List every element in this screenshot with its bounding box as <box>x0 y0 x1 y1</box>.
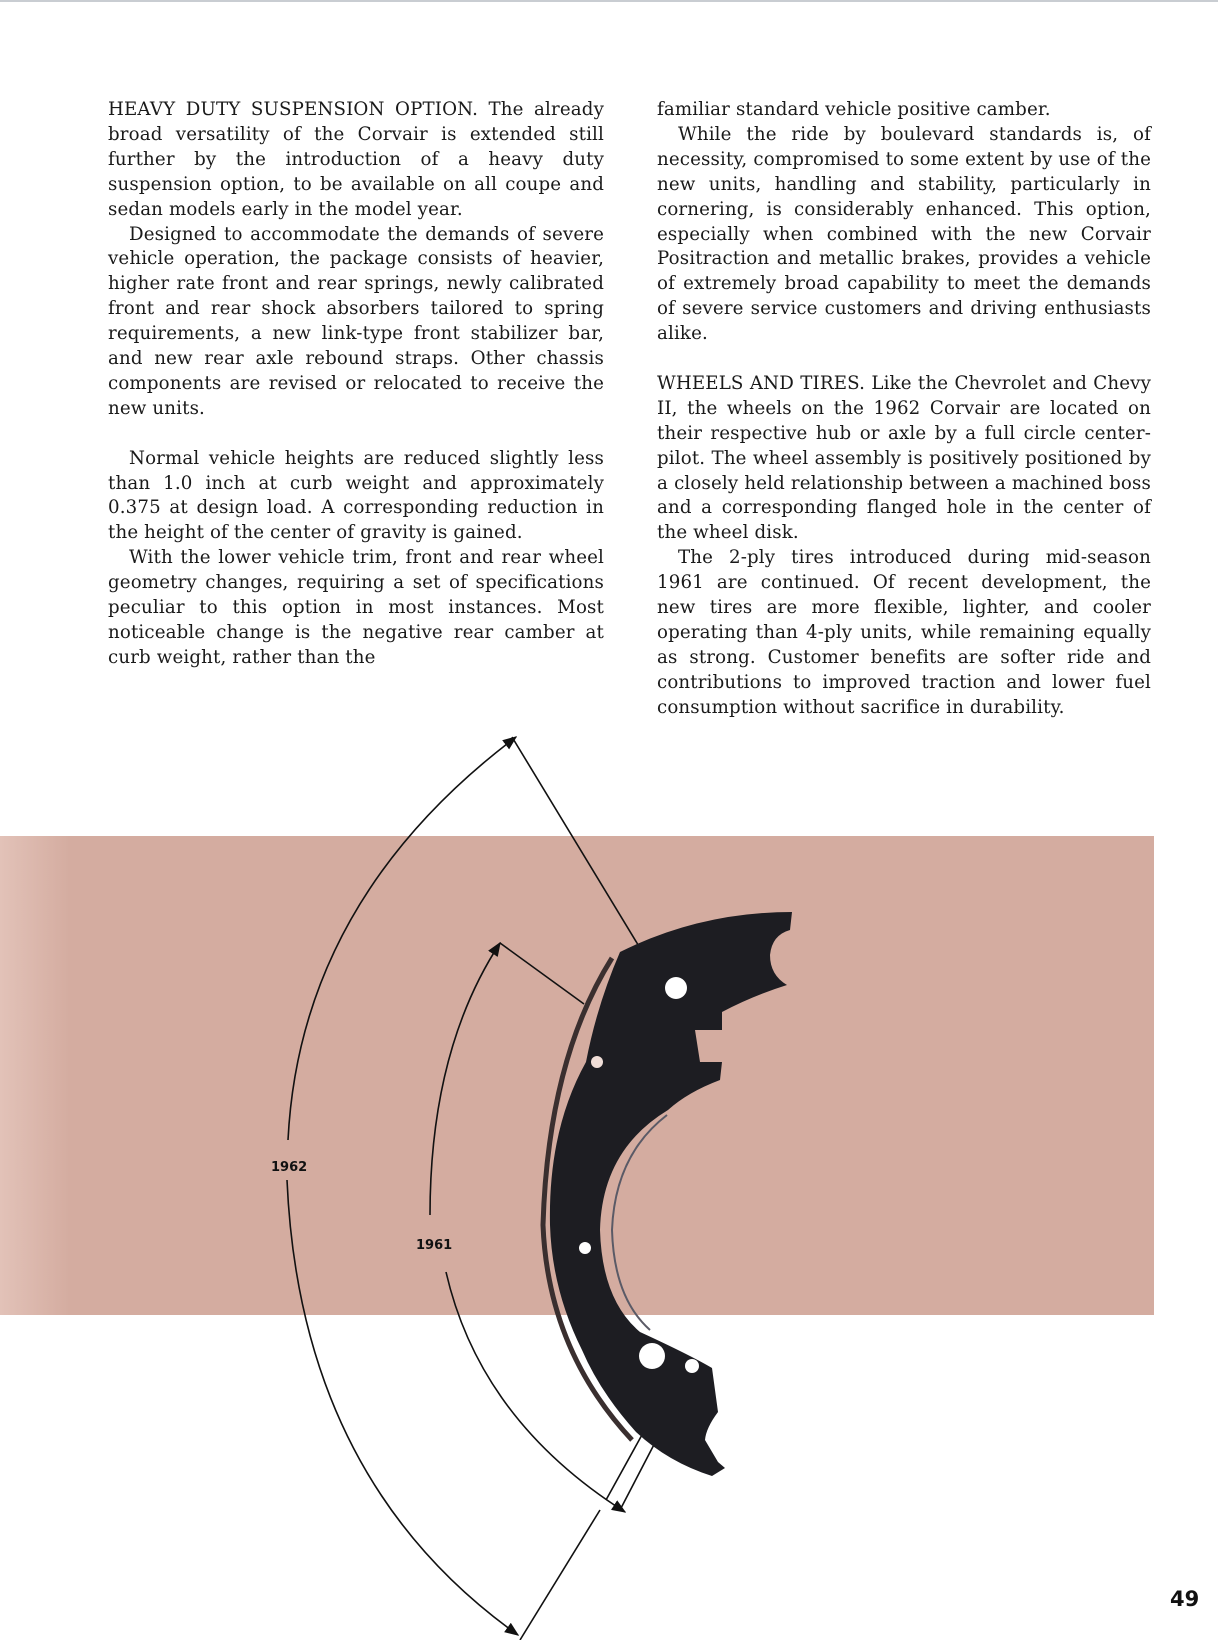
extension-line-1961-top <box>500 943 584 1004</box>
paragraph-positive-camber: familiar standard vehicle positive camber. <box>657 99 1051 120</box>
paragraph-ride-handling: While the ride by boulevard standards is, of necessity, compromised to some extent by use of the new units, handling and stability, particularly in cornering, is considerably enhanced. This option, especially when combined with the new Corvair Positraction and metallic brakes, provides a vehicle of extremely broad capability to meet the demands of severe service customers and driving enthusiasts alike. <box>657 123 1151 345</box>
paragraph-two-ply-tires: The 2-ply tires introduced during mid-season 1961 are continued. Of recent development, the new tires are more flexible, lighter, and cooler operating than 4-ply units, while remaining equally as strong. Customer benefits are softer ride and contributions to improved traction and lower fuel consumption without sacrifice in durability. <box>657 547 1151 718</box>
shoe-hole-lower-side <box>685 1359 699 1373</box>
paragraph-heavy-duty-suspension: HEAVY DUTY SUSPENSION OPTION. The already broad versatility of the Corvair is extended still further by the introduction of a heavy duty suspension option, to be available on all coupe and sedan models early in the model year. <box>108 99 604 220</box>
page-number: 49 <box>1170 1587 1200 1611</box>
shoe-hole-lower-large <box>639 1343 665 1369</box>
callout-1962: 1962 <box>271 1160 308 1175</box>
paragraph-vehicle-heights: Normal vehicle heights are reduced slightly less than 1.0 inch at curb weight and approximately 0.375 at design load. A corresponding reduction in the height of the center of gravity is gained. <box>108 447 604 544</box>
extension-line-1962-top <box>512 737 640 948</box>
callout-1961: 1961 <box>416 1238 453 1253</box>
paragraph-package-design: Designed to accommodate the demands of severe vehicle operation, the package consists of heavier, higher rate front and rear springs, newly calibrated front and rear shock absorbers tailored to spring requirements, a new link-type front stabilizer bar, and new rear axle rebound straps. Other chassis components are revised or relocated to receive the new units. <box>108 223 604 419</box>
paragraph-wheels-and-tires: WHEELS AND TIRES. Like the Chevrolet and Chevy II, the wheels on the 1962 Corvair are located on their respective hub or axle by a full circle center-pilot. The wheel assembly is positively positioned by a closely held relationship between a machined boss and a corresponding flanged hole in the center of the wheel disk. <box>657 372 1151 544</box>
shoe-hole-lower-small <box>579 1242 591 1254</box>
extension-line-1962-bottom <box>520 1510 600 1640</box>
shoe-hole-upper <box>665 977 687 999</box>
paragraph-wheel-geometry: With the lower vehicle trim, front and rear wheel geometry changes, requiring a set of specifications peculiar to this option in most instances. Most noticeable change is the negative rear camber at curb weight, rather than the <box>108 547 604 668</box>
lining-arc-1962-upper <box>288 737 516 1140</box>
lining-arc-1961-upper <box>430 943 500 1215</box>
shoe-hole-middle <box>591 1056 603 1068</box>
lining-arc-1962-lower <box>287 1180 518 1635</box>
